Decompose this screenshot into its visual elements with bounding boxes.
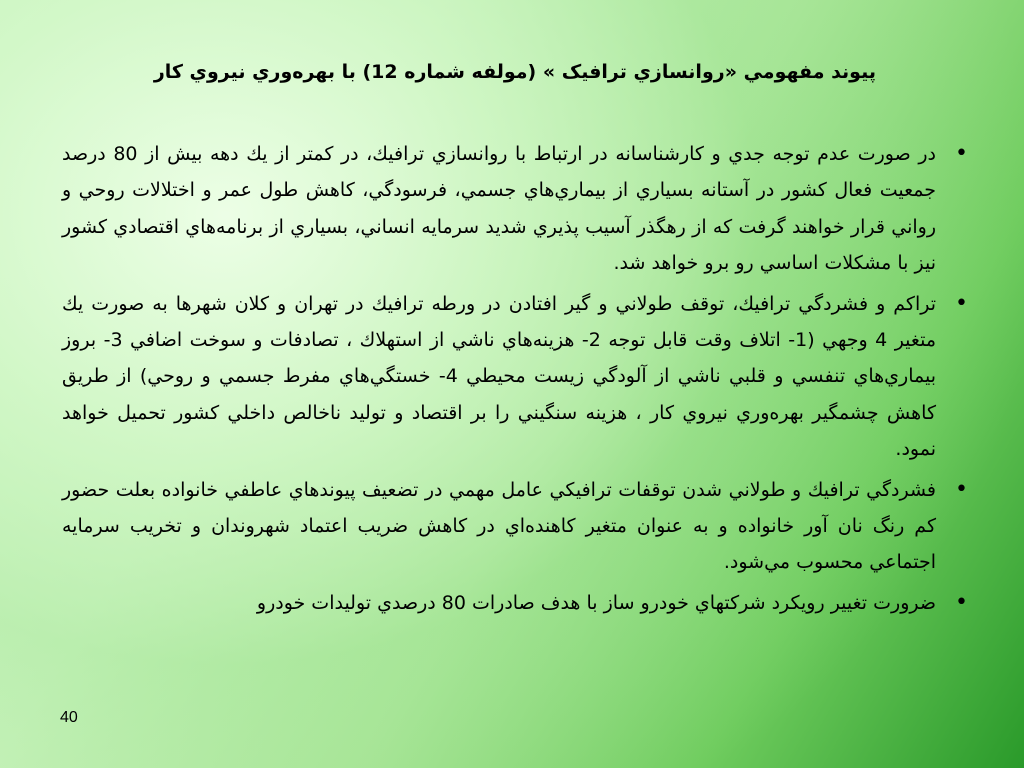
bullet-list — [62, 136, 968, 625]
slide-title: پيوند مفهومي «روانسازي ترافيک » (مولفه شماره 12) با بهره‌وري نيروي کار — [153, 61, 876, 83]
bullet-item — [62, 585, 968, 621]
bullet-item — [62, 286, 968, 468]
bullet-dot-icon: • — [955, 290, 968, 316]
bullet-text: فشردگي ترافيك و طولاني شدن توقفات ترافيکي عامل مهمي در تضعيف پيوندهاي عاطفي خانواده بعلت حضور کم رنگ نان آور خانواده و به عنوان متغير کاهنده‌اي در کاهش ضريب اعتماد شهروندان و تخريب سرمايه اجتماعي محسوب مي‌شود. — [62, 478, 936, 574]
bullet-dot-icon: • — [955, 141, 968, 166]
bullet-dot-icon: • — [955, 476, 968, 502]
page-number: 40 — [60, 709, 78, 726]
bullet-dot-icon: • — [955, 589, 968, 615]
bullet-item — [62, 136, 968, 282]
bullet-text: در صورت عدم توجه جدي و کارشناسانه در ارتباط با روانسازي ترافيك، در کمتر از يك دهه بيش از 80 درصد جمعيت فعال کشور در آستانه بسياري از بيماري‌هاي جسمي، فرسودگي، کاهش طول عمر و اختلالات روحي و رواني قرار خواهند گرفت که از رهگذر آسيب پذيري شديد سرمايه انساني، بسياري از برنامه‌هاي اقتصادي کشور نيز با مشکلات اساسي رو برو خواهد شد. — [62, 143, 936, 275]
bullet-item — [62, 472, 968, 581]
bullet-text: ضرورت تغيير رويکرد شرکتهاي خودرو ساز با هدف صادرات 80 درصدي توليدات خودرو — [256, 591, 936, 614]
bullet-text: تراكم و فشردگي ترافيك، توقف طولاني و گير افتادن در ورطه ترافيك در تهران و کلان شهرها به صورت يك متغير 4 وجهي (1- اتلاف وقت قابل توجه 2- هزينه‌هاي ناشي از استهلاك ، تصادفات و سوخت اضافي 3- بروز بيماري‌هاي تنفسي و قلبي ناشي از آلودگي زيست محيطي 4- خستگي‌هاي مفرط جسمي و روحي) از طريق کاهش چشمگير بهره‌وري نيروي کار ، هزينه سنگيني را بر اقتصاد و توليد ناخالص داخلي کشور تحميل خواهد نمود. — [62, 292, 936, 461]
